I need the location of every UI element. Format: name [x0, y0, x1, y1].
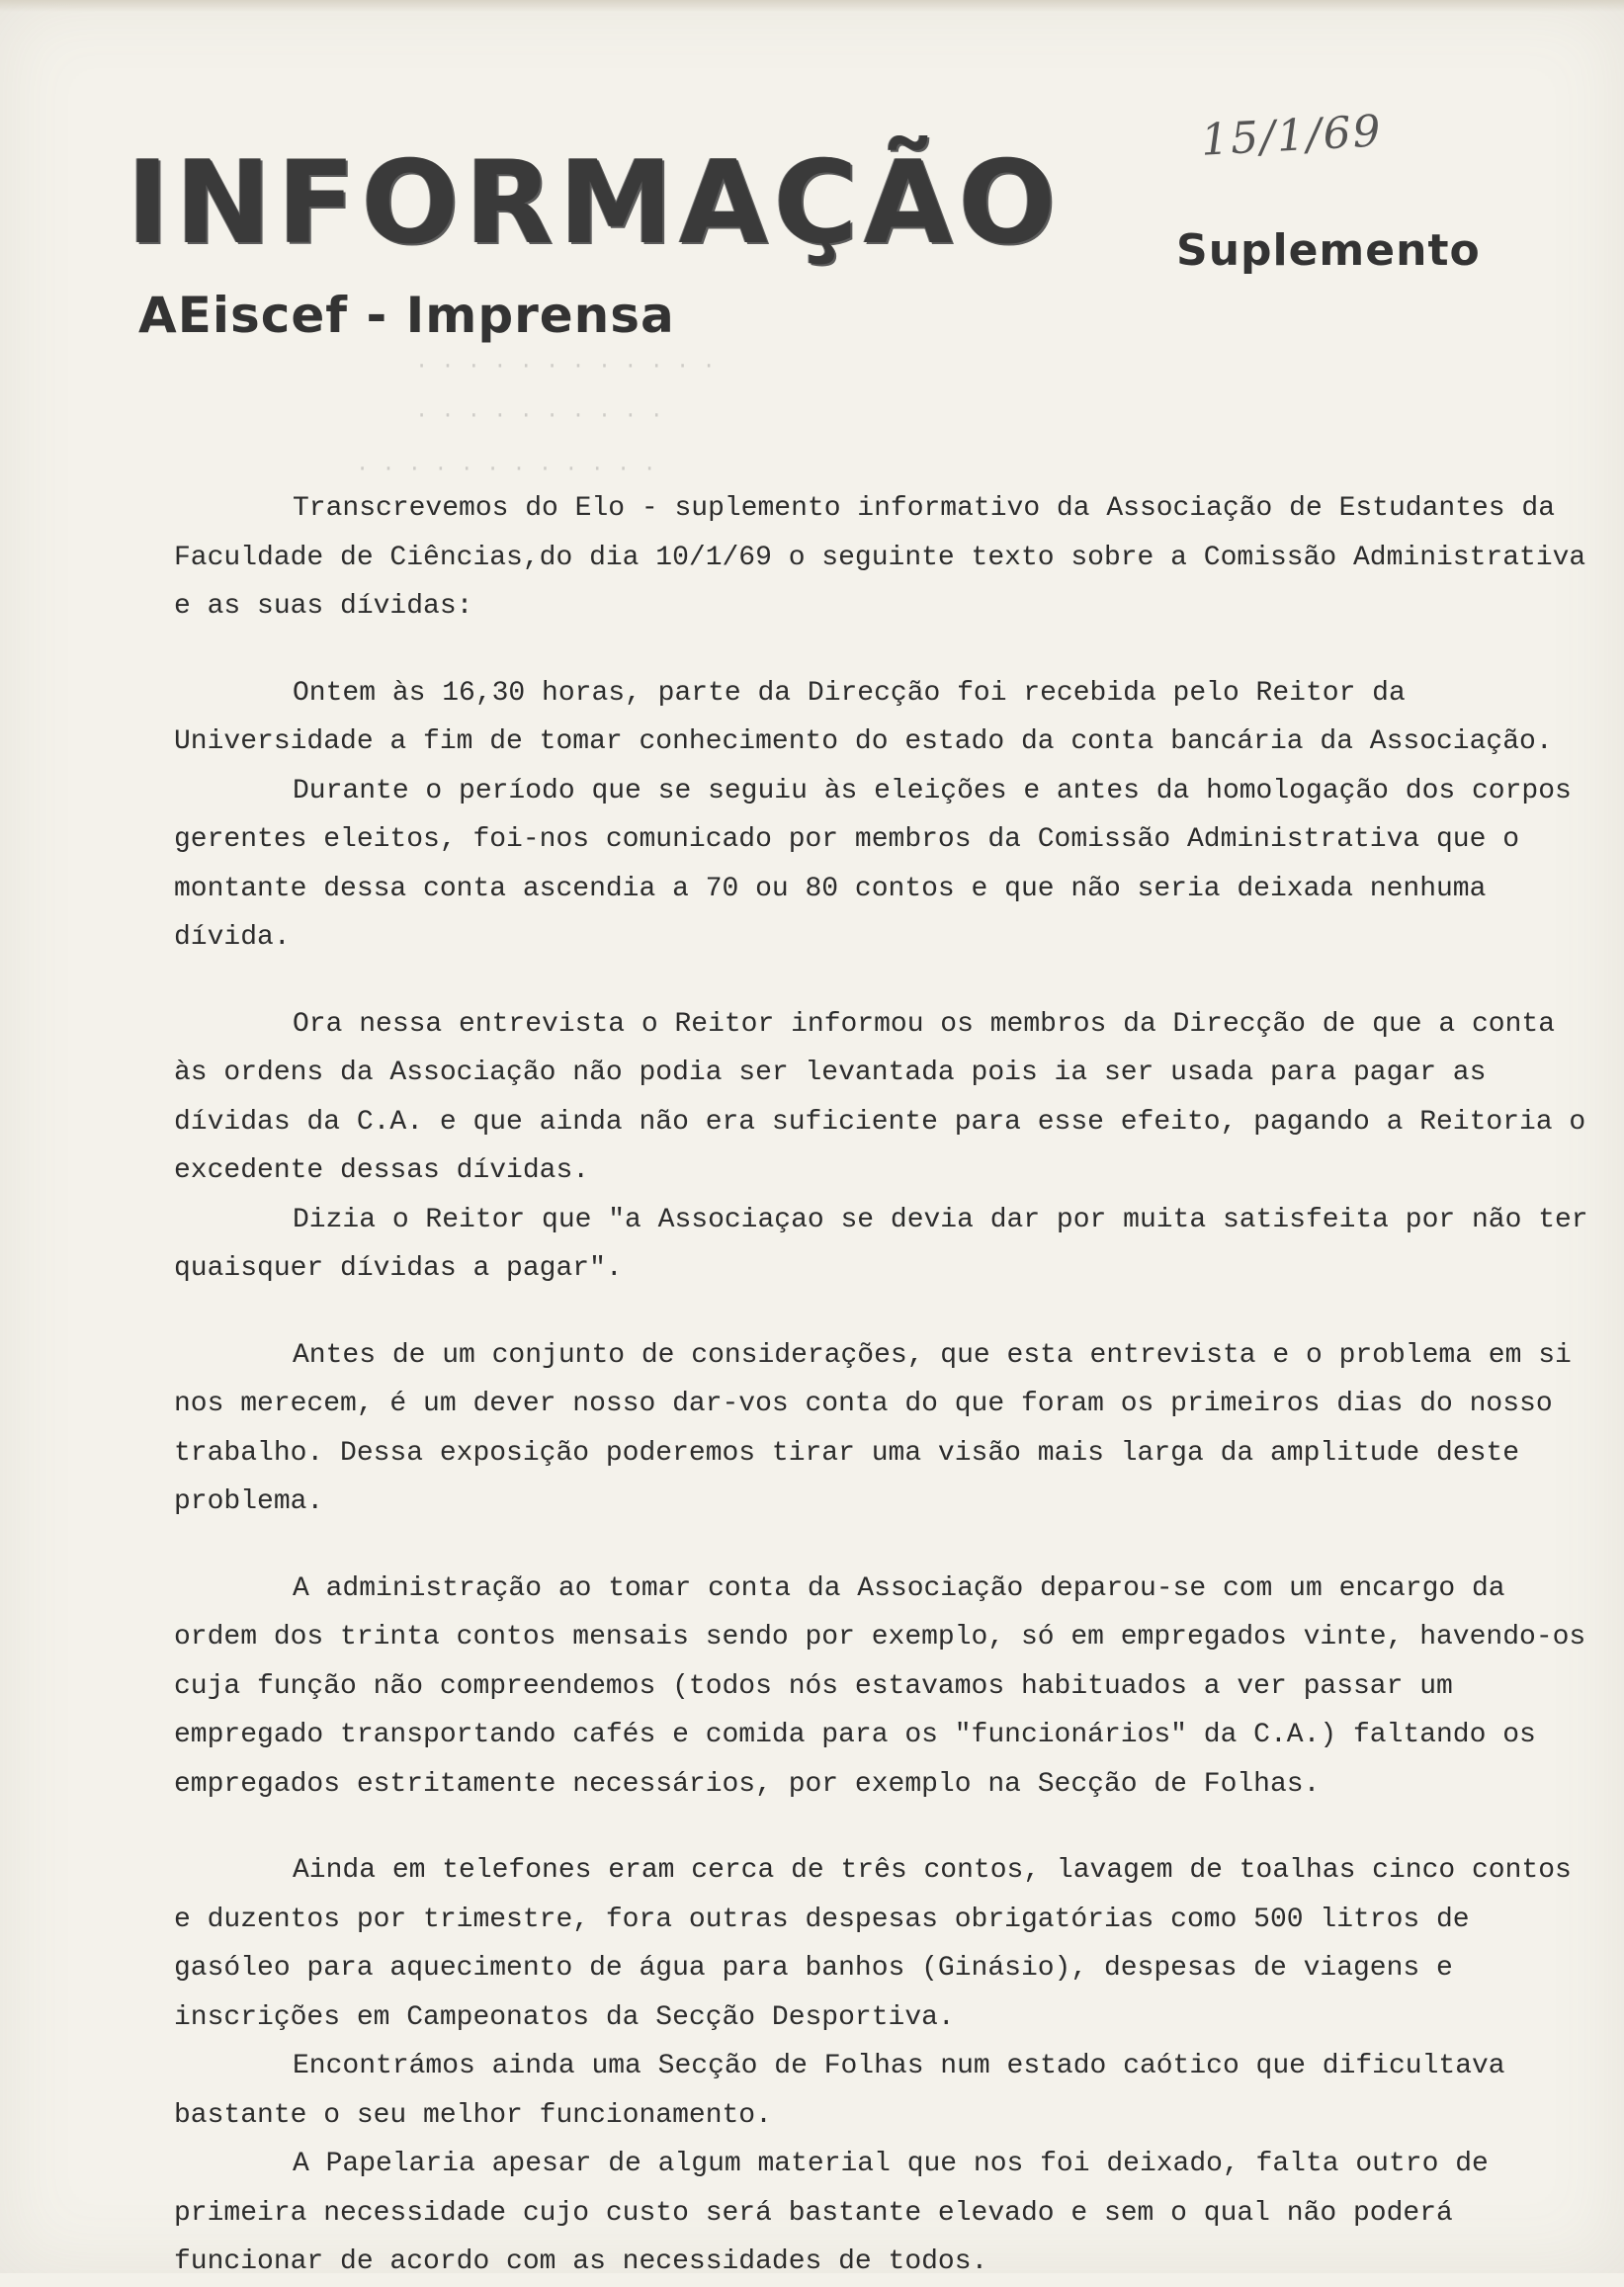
paragraph: Dizia o Reitor que "a Associaçao se devia dar por muita satisfeita por não ter quaisquer dívidas a pagar". [174, 1204, 1588, 1284]
masthead-suffix: Suplemento [1176, 225, 1481, 276]
paragraph: A Papelaria apesar de algum material que nos foi deixado, falta outro de primeira necessidade cujo custo será bastante elevado e sem o qual não poderá funcionar de acordo com as necessidades de todos. [174, 2149, 1489, 2277]
paragraph: A administração ao tomar conta da Associação deparou-se com um encargo da ordem dos trinta contos mensais sendo por exemplo, só em empregados vinte, havendo-os cuja função não compreendemos (todos nós estavamos habituados a ver passar um empregado transportando cafés e comida para os "funcionários" da C.A.) faltando os empregados estritamente necessários, por exemplo na Secção de Folhas. [174, 1572, 1586, 1800]
show-through-line: · · · · · · · · · · · · [356, 457, 656, 481]
paragraph: Durante o período que se seguiu às eleições e antes da homologação dos corpos gerentes eleitos, foi-nos comunicado por membros da Comissão Administrativa que o montante dessa conta ascendia a 70 ou 80 contos e que não seria deixada nenhuma dívida. [174, 775, 1572, 953]
handwritten-date: 15/1/69 [1199, 106, 1384, 166]
show-through-line: · · · · · · · · · · [415, 403, 663, 428]
paragraph: Transcrevemos do Elo - suplemento informativo da Associação de Estudantes da Faculdade de Ciências,do dia 10/1/69 o seguinte texto sobre a Comissão Administrativa e as suas dívidas: [174, 493, 1586, 622]
page-edge [0, 0, 1624, 12]
article-body [174, 484, 1597, 2287]
paragraph: Ainda em telefones eram cerca de três contos, lavagem de toalhas cinco contos e duzentos por trimestre, fora outras despesas obrigatórias como 500 litros de gasóleo para aquecimento de água para banhos (Ginásio), despesas de viagens e inscrições em Campeonatos da Secção Desportiva. [174, 1855, 1572, 2033]
show-through-line: · · · · · · · · · · · · [415, 354, 716, 379]
paragraph: Ontem às 16,30 horas, parte da Direcção foi recebida pelo Reitor da Universidade a fim de tomar conhecimento do estado da conta bancária da Associação. [174, 677, 1553, 757]
masthead-subtitle: AEiscef - Imprensa [138, 287, 675, 344]
paragraph: Antes de um conjunto de considerações, que esta entrevista e o problema em si nos merecem, é um dever nosso dar-vos conta do que foram os primeiros dias do nosso trabalho. Dessa exposição poderemos tirar uma visão mais larga da amplitude deste problema. [174, 1339, 1572, 1517]
masthead-title: INFORMAÇÃO [127, 136, 1063, 270]
paragraph: Encontrámos ainda uma Secção de Folhas num estado caótico que dificultava bastante o seu melhor funcionamento. [174, 2051, 1505, 2131]
paragraph: Ora nessa entrevista o Reitor informou os membros da Direcção de que a conta às ordens da Associação não podia ser levantada pois ia ser usada para pagar as dívidas da C.A. e que ainda não era suficiente para esse efeito, pagando a Reitoria o excedente dessas dívidas. [174, 1008, 1586, 1186]
